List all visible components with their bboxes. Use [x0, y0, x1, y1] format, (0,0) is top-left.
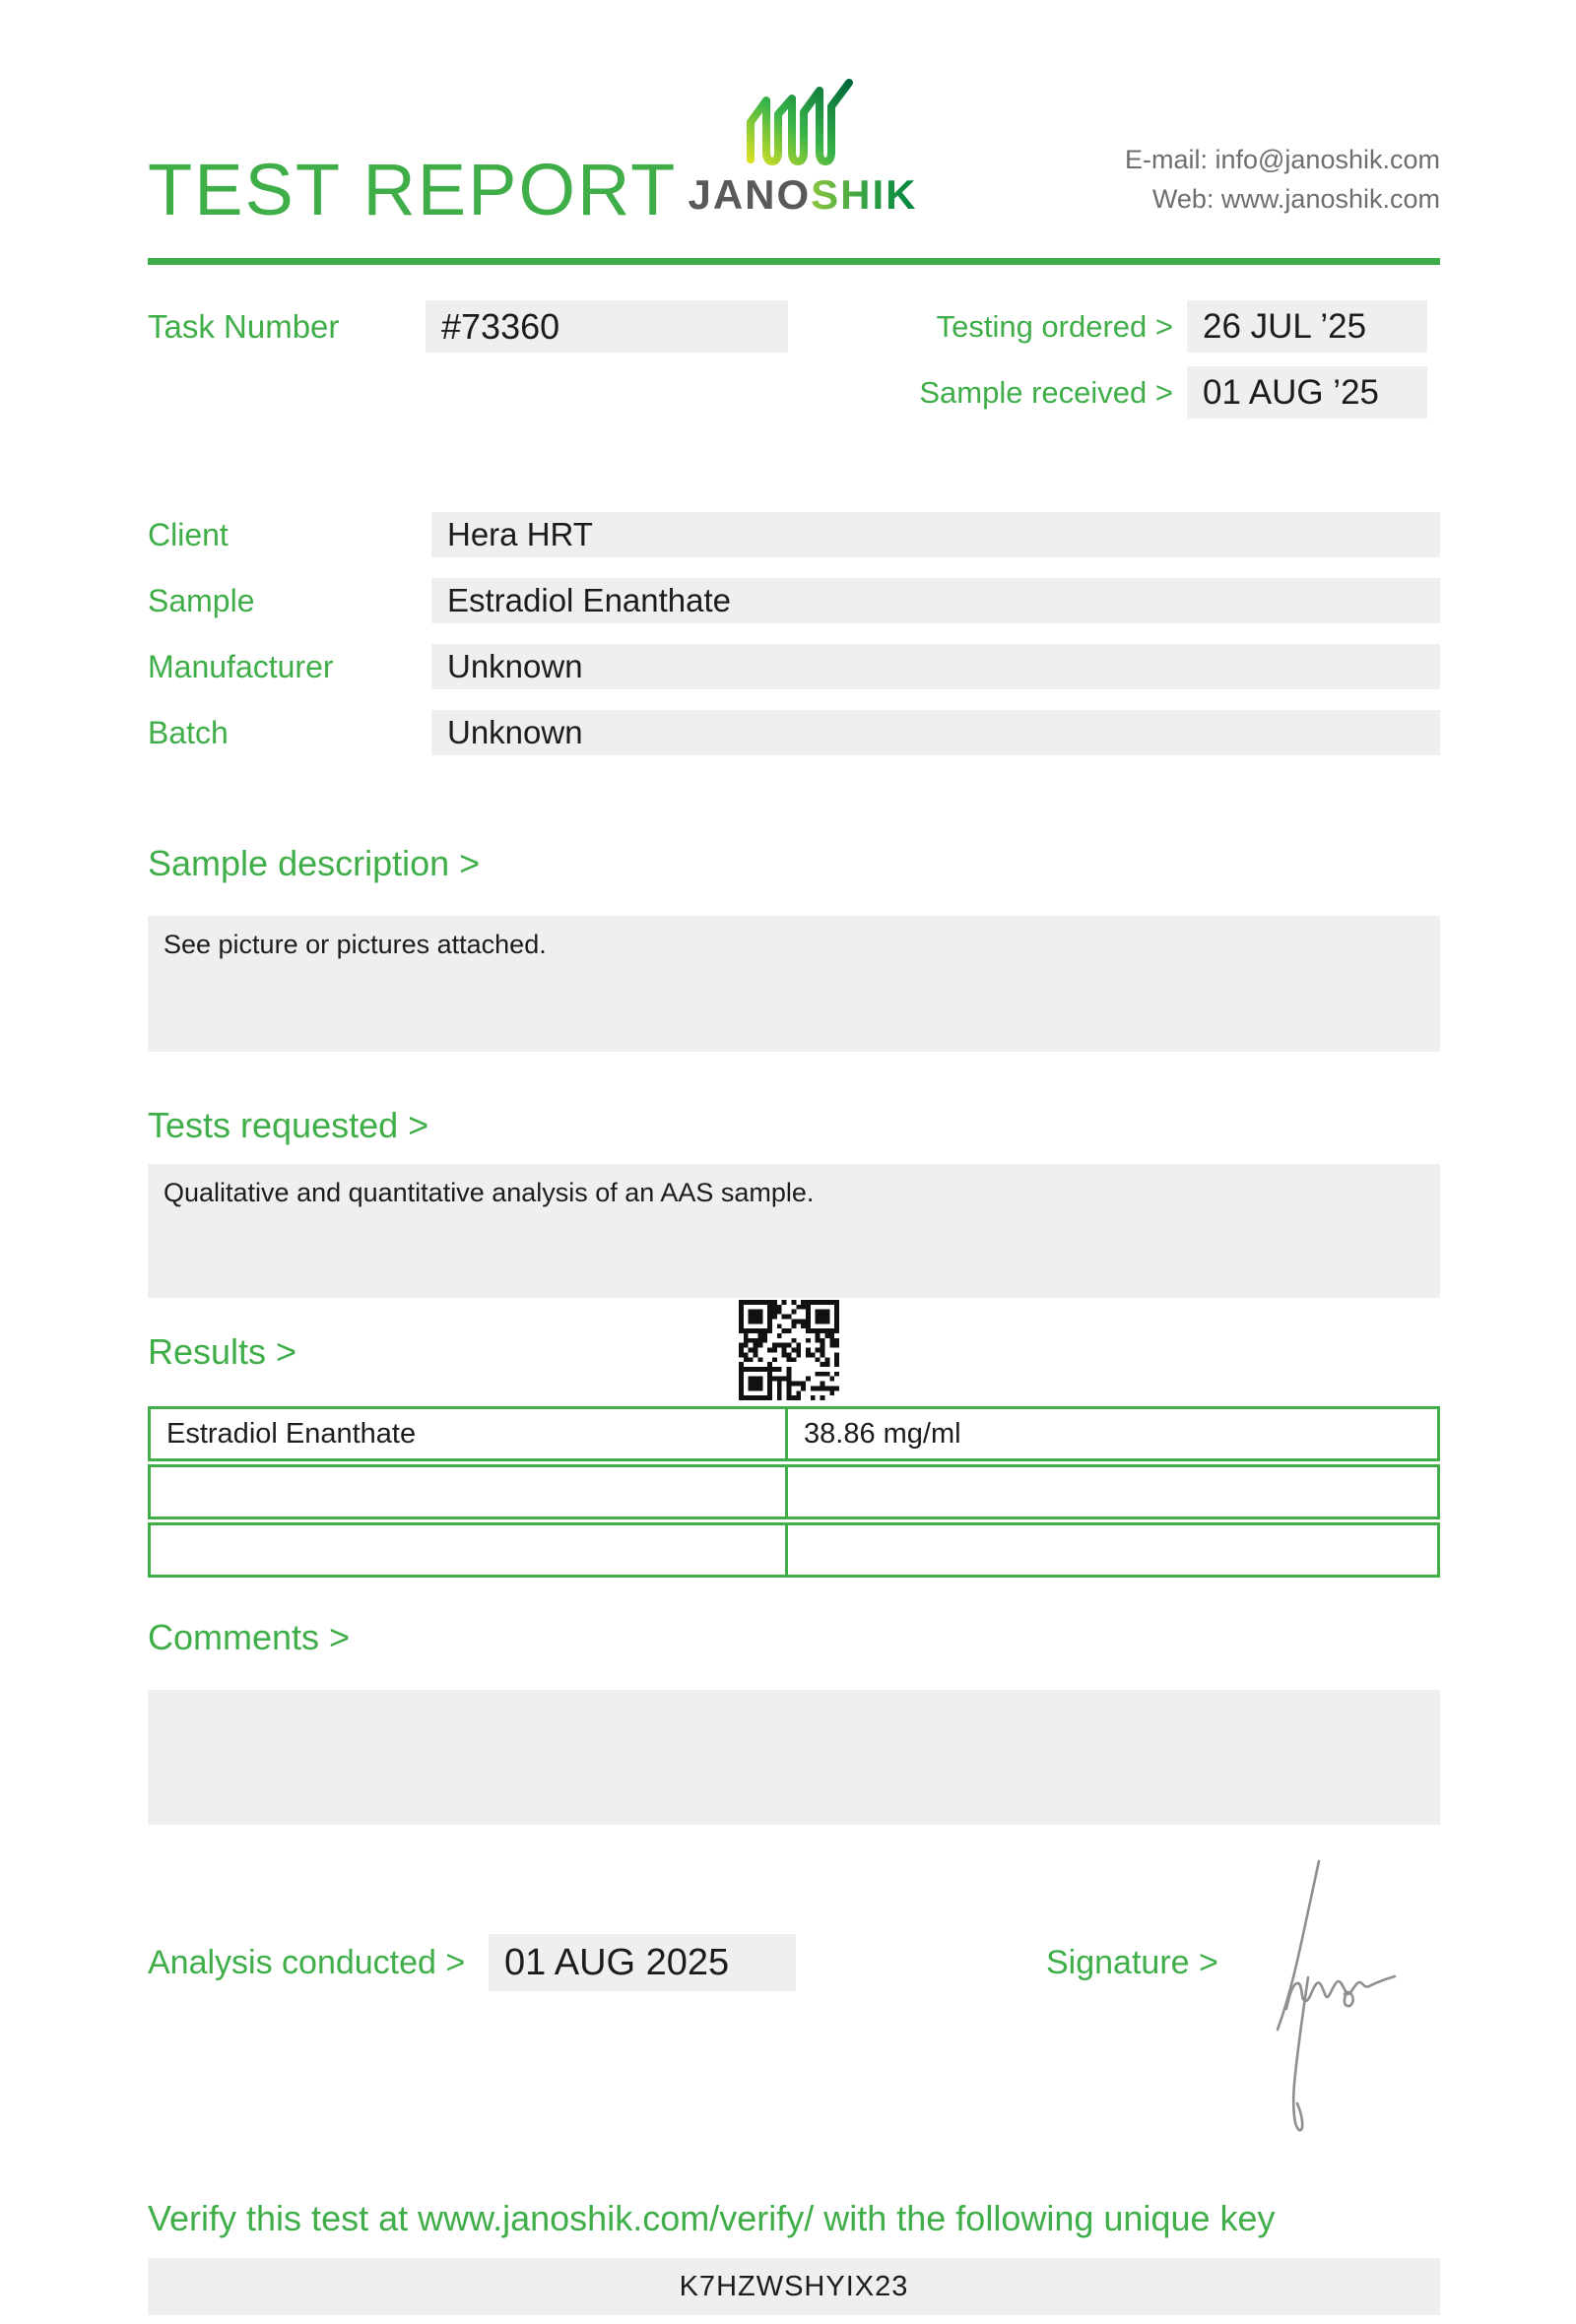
sample-label: Sample — [148, 583, 255, 618]
sample-value: Estradiol Enanthate — [431, 578, 1440, 623]
signature-label: Signature > — [1046, 1944, 1218, 1981]
sample-received-row — [891, 366, 1427, 419]
page-title: TEST REPORT — [148, 149, 678, 230]
manufacturer-value: Unknown — [431, 644, 1440, 689]
sample-details — [148, 512, 1440, 776]
brand-wordmark-right: SHIK — [811, 171, 918, 218]
batch-value: Unknown — [431, 710, 1440, 755]
results-heading: Results > — [148, 1331, 297, 1372]
result-value-cell: 38.86 mg/ml — [804, 1417, 961, 1450]
batch-label: Batch — [148, 715, 229, 750]
unique-key-box — [148, 2258, 1440, 2315]
brand-wordmark-left: JANO — [688, 171, 812, 218]
sample-received-value: 01 AUG ’25 — [1187, 366, 1427, 419]
detail-row-sample — [148, 578, 1440, 623]
analysis-conducted-label: Analysis conducted > — [148, 1944, 466, 1981]
result-value-cell — [788, 1525, 1437, 1575]
unique-key-value: K7HZWSHYIX23 — [679, 2270, 909, 2302]
detail-row-manufacturer — [148, 644, 1440, 689]
results-table-row — [148, 1522, 1440, 1578]
verify-text: Verify this test at www.janoshik.com/verify/ with the following unique key — [148, 2198, 1276, 2238]
signature-image — [1231, 1841, 1478, 2157]
header-divider-rule — [148, 258, 1440, 265]
manufacturer-label: Manufacturer — [148, 649, 334, 684]
results-table-row — [148, 1464, 1440, 1519]
task-number-value: #73360 — [426, 300, 788, 353]
testing-ordered-label: Testing ordered > — [936, 308, 1173, 344]
comments-heading: Comments > — [148, 1617, 351, 1657]
detail-row-batch — [148, 710, 1440, 755]
client-label: Client — [148, 517, 229, 552]
testing-ordered-row — [891, 300, 1427, 353]
brand-logo — [680, 77, 926, 219]
results-table-row — [148, 1406, 1440, 1461]
testing-ordered-value: 26 JUL ’25 — [1187, 300, 1427, 353]
sample-received-label: Sample received > — [919, 374, 1173, 410]
result-analyte-cell: Estradiol Enanthate — [151, 1409, 788, 1458]
client-value: Hera HRT — [431, 512, 1440, 557]
tests-requested-heading: Tests requested > — [148, 1105, 429, 1145]
detail-row-client — [148, 512, 1440, 557]
analysis-date-value: 01 AUG 2025 — [489, 1934, 796, 1991]
result-value-cell — [788, 1467, 1437, 1517]
qr-code — [739, 1300, 839, 1400]
sample-description-heading: Sample description > — [148, 843, 481, 883]
result-analyte-cell — [151, 1467, 788, 1517]
tests-requested-box: Qualitative and quantitative analysis of an AAS sample. — [148, 1164, 1440, 1298]
contact-web: Web: www.janoshik.com — [1151, 184, 1440, 214]
brand-wordmark — [680, 171, 926, 219]
contact-block — [1125, 140, 1440, 219]
comments-box — [148, 1690, 1440, 1825]
contact-email: E-mail: info@janoshik.com — [1124, 145, 1440, 174]
results-table — [148, 1406, 1440, 1581]
task-number-label: Task Number — [148, 307, 340, 345]
task-number-row — [148, 300, 788, 353]
trend-chart-icon — [729, 77, 877, 167]
result-analyte-cell — [151, 1525, 788, 1575]
sample-description-box: See picture or pictures attached. — [148, 916, 1440, 1052]
